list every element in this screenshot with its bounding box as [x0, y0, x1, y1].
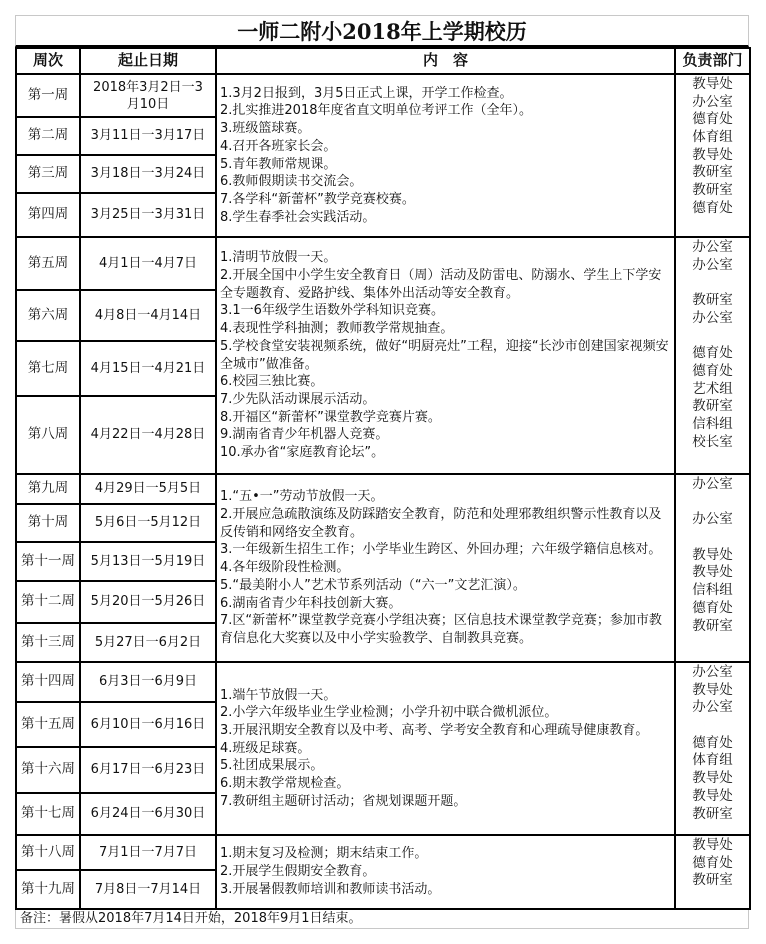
week-label: 第十八周: [16, 835, 80, 870]
dept-item: 教导处: [692, 546, 733, 563]
header-week: 周次: [16, 48, 80, 74]
week-label: 第十一周: [16, 542, 80, 581]
content-item: 2.小学六年级毕业生学业检测；小学升初中联合微机派位。: [220, 705, 558, 721]
dept-cell: [675, 662, 750, 835]
content-item: 7.少先队活动课展示活动。: [220, 391, 376, 407]
week-dates: 4月15日一4月21日: [80, 341, 216, 396]
week-label: 第十三周: [16, 623, 80, 662]
week-label: 第十六周: [16, 747, 80, 793]
content-item: 6.教师假期读书交流会。: [220, 174, 363, 190]
content-item: 5.社团成果展示。: [220, 758, 324, 774]
content-item: 7.各学科“新蕾杯”教学竞赛校赛。: [220, 191, 415, 207]
content-item: 2.开展全国中小学生安全教育日（周）活动及防雷电、防溺水、学生上下学安全专题教育、爱路护线、集体外出活动等安全教育。: [220, 267, 662, 301]
content-item: 3.班级篮球赛。: [220, 121, 311, 137]
week-label: 第十七周: [16, 793, 80, 835]
week-label: 第五周: [16, 237, 80, 290]
content-item: 1.期末复习及检测；期末结束工作。: [220, 846, 428, 862]
week-label: 第一周: [16, 74, 80, 117]
week-dates: 3月11日一3月17日: [80, 117, 216, 155]
dept-item: 教导处: [692, 681, 733, 698]
dept-item: 办公室: [692, 476, 733, 492]
dept-item: 教导处: [692, 787, 733, 804]
week-dates: 5月27日一6月2日: [80, 623, 216, 662]
week-dates: 5月20日一5月26日: [80, 581, 216, 623]
week-label: 第十五周: [16, 702, 80, 747]
week-label: 第十二周: [16, 581, 80, 623]
week-row: [16, 835, 750, 870]
dept-item: 办公室: [692, 309, 733, 326]
week-dates: 5月13日一5月19日: [80, 542, 216, 581]
dept-item: 教导处: [692, 770, 733, 787]
dept-item: 教研室: [692, 617, 733, 634]
content-item: 7.区“新蕾杯”课堂教学竞赛小学组决赛；区信息技术课堂教学竞赛；参加市教育信息化大奖赛以及中小学实验教学、自制教具竞赛。: [220, 613, 662, 646]
dept-item: 教研室: [692, 292, 733, 309]
dept-item: 信科组: [692, 415, 733, 432]
dept-item: 体育组: [692, 129, 733, 146]
dept-item: 教研室: [692, 398, 733, 415]
week-row: [16, 74, 750, 117]
dept-cell: [675, 237, 750, 474]
content-item: 5.“最美附小人”艺术节系列活动（“六一”文艺汇演）。: [220, 577, 526, 593]
week-dates: 2018年3月2日一3月10日: [80, 74, 216, 117]
dept-item: 教导处: [692, 837, 733, 853]
week-dates: 4月22日一4月28日: [80, 396, 216, 474]
dept-item: 德育处: [692, 599, 733, 616]
week-dates: 3月18日一3月24日: [80, 155, 216, 193]
content-item: 6.期末教学常规检查。: [220, 776, 350, 792]
header-content: 内 容: [216, 48, 675, 74]
week-label: 第十四周: [16, 662, 80, 702]
content-item: 10.承办省“家庭教育论坛”。: [220, 445, 385, 461]
week-label: 第六周: [16, 290, 80, 341]
week-dates: 4月1日一4月7日: [80, 237, 216, 290]
dept-item: 德育处: [692, 734, 733, 751]
content-item: 4.各年级阶段性检测。: [220, 560, 350, 576]
header-dates: 起止日期: [80, 48, 216, 74]
dept-item: 艺术组: [692, 380, 733, 397]
dept-item: [676, 327, 749, 345]
dept-cell: [675, 835, 750, 909]
content-cell: [216, 74, 675, 237]
week-dates: 7月8日一7月14日: [80, 870, 216, 909]
content-item: 9.湖南省青少年机器人竞赛。: [220, 427, 389, 443]
week-dates: 4月29日一5月5日: [80, 474, 216, 504]
content-item: 3.1一6年级学生语数外学科知识竞赛。: [220, 303, 444, 319]
dept-item: 教研室: [692, 805, 733, 822]
dept-item: 信科组: [692, 582, 733, 599]
content-cell: [216, 474, 675, 662]
week-row: [16, 474, 750, 504]
content-item: 6.湖南省青少年科技创新大赛。: [220, 595, 402, 611]
header-row: [16, 48, 750, 74]
dept-item: 德育处: [692, 854, 733, 871]
dept-cell: [675, 74, 750, 237]
week-dates: 6月10日一6月16日: [80, 702, 216, 747]
dept-item: 办公室: [692, 699, 733, 716]
dept-item: 德育处: [692, 345, 733, 362]
calendar-table: [15, 47, 751, 910]
dept-item: 教导处: [692, 146, 733, 163]
content-item: 2.扎实推进2018年度省直文明单位考评工作（全年）。: [220, 103, 532, 119]
week-dates: 6月17日一6月23日: [80, 747, 216, 793]
week-label: 第三周: [16, 155, 80, 193]
dept-item: 教导处: [692, 76, 733, 92]
content-item: 3.开展汛期安全教育以及中考、高考、学考安全教育和心理疏导健康教育。: [220, 722, 649, 738]
dept-item: 德育处: [692, 111, 733, 128]
dept-item: [676, 529, 749, 547]
footnote: 备注：暑假从2018年7月14日开始，2018年9月1日结束。: [15, 910, 749, 929]
content-item: 3.一年级新生招生工作；小学毕业生跨区、外回办理；六年级学籍信息核对。: [220, 542, 662, 558]
week-dates: 5月6日一5月12日: [80, 504, 216, 542]
week-row: [16, 237, 750, 290]
dept-item: 教研室: [692, 164, 733, 181]
dept-item: 体育组: [692, 752, 733, 769]
content-item: 5.青年教师常规课。: [220, 156, 337, 172]
content-item: 1.清明节放假一天。: [220, 250, 337, 266]
week-label: 第二周: [16, 117, 80, 155]
page-title: 一师二附小2018年上学期校历: [15, 15, 749, 47]
content-item: 1.端午节放假一天。: [220, 687, 337, 703]
content-item: 2.开展学生假期安全教育。: [220, 864, 376, 880]
week-label: 第七周: [16, 341, 80, 396]
content-cell: [216, 237, 675, 474]
dept-item: [676, 494, 749, 512]
dept-item: 办公室: [692, 664, 733, 680]
week-dates: 3月25日一3月31日: [80, 193, 216, 237]
dept-item: 德育处: [692, 362, 733, 379]
week-label: 第九周: [16, 474, 80, 504]
week-label: 第四周: [16, 193, 80, 237]
content-item: 8.开福区“新蕾杯”课堂教学竞赛片赛。: [220, 409, 441, 425]
dept-item: 校长室: [692, 433, 733, 450]
content-item: 2.开展应急疏散演练及防踩踏安全教育，防范和处理邪教组织警示性教育以及反传销和网络安全教育。: [220, 507, 662, 540]
content-item: 4.班级足球赛。: [220, 740, 311, 756]
dept-item: 办公室: [692, 511, 733, 528]
content-item: 4.召开各班家长会。: [220, 138, 337, 154]
content-item: 4.表现性学科抽测；教师教学常规抽查。: [220, 321, 454, 337]
week-label: 第十周: [16, 504, 80, 542]
calendar-document: [15, 15, 749, 929]
week-dates: 6月3日一6月9日: [80, 662, 216, 702]
content-item: 8.学生春季社会实践活动。: [220, 209, 376, 225]
dept-item: [676, 274, 749, 292]
week-dates: 4月8日一4月14日: [80, 290, 216, 341]
week-label: 第十九周: [16, 870, 80, 909]
week-row: [16, 662, 750, 702]
content-item: 6.校园三独比赛。: [220, 374, 324, 390]
dept-item: 教研室: [692, 182, 733, 199]
dept-item: [676, 717, 749, 735]
dept-item: 教导处: [692, 564, 733, 581]
content-item: 7.教研组主题研讨活动；省规划课题开题。: [220, 793, 467, 809]
dept-item: 德育处: [692, 199, 733, 216]
dept-item: 办公室: [692, 239, 733, 255]
content-cell: [216, 662, 675, 835]
header-dept: 负责部门: [675, 48, 750, 74]
dept-item: 办公室: [692, 256, 733, 273]
content-item: 1.“五•一”劳动节放假一天。: [220, 489, 384, 505]
dept-cell: [675, 474, 750, 662]
week-label: 第八周: [16, 396, 80, 474]
dept-item: 办公室: [692, 93, 733, 110]
content-cell: [216, 835, 675, 909]
week-dates: 7月1日一7月7日: [80, 835, 216, 870]
content-item: 5.学校食堂安装视频系统，做好“明厨亮灶”工程，迎接“长沙市创建国家视频安全城市”做准备。: [220, 338, 669, 372]
week-dates: 6月24日一6月30日: [80, 793, 216, 835]
content-item: 1.3月2日报到，3月5日正式上课，开学工作检查。: [220, 85, 513, 101]
content-item: 3.开展暑假教师培训和教师读书活动。: [220, 881, 441, 897]
dept-item: 教研室: [692, 872, 733, 889]
